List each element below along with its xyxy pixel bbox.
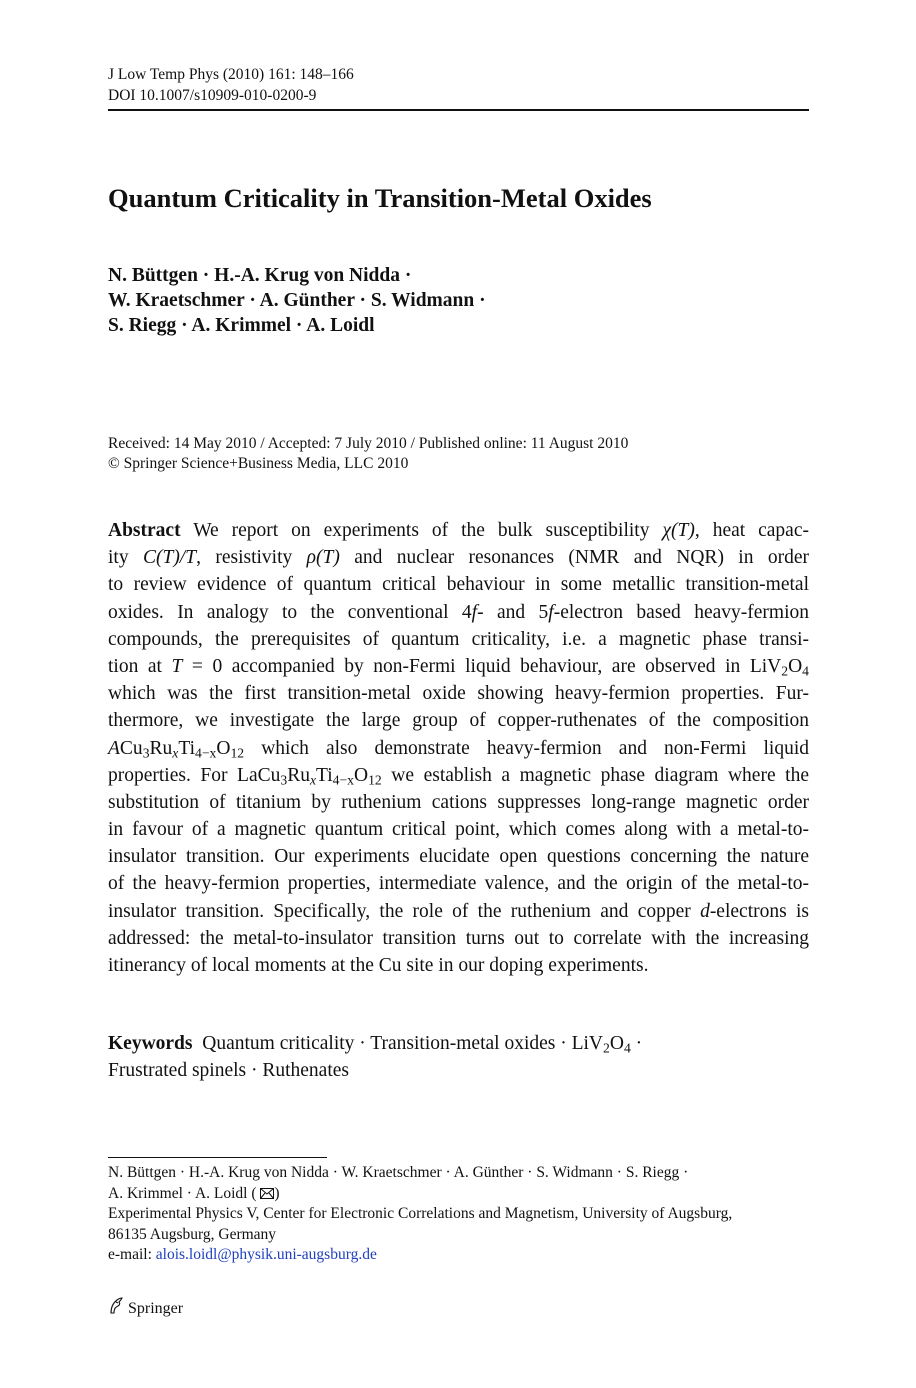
author-line: N. Büttgen · H.-A. Krug von Nidda · <box>108 265 412 286</box>
journal-citation: J Low Temp Phys (2010) 161: 148–166 <box>108 66 354 83</box>
abstract-line: properties. For $LaCu_3Ru_xTi_{4-x}O_{12}$ we establish a magnetic phase diagram where the <box>108 764 809 788</box>
keywords-line: Frustrated spinels · Ruthenates <box>108 1060 349 1081</box>
publication-dates <box>108 434 628 474</box>
abstract-line: itinerancy of local moments at the Cu site in our doping experiments. <box>108 955 649 976</box>
abstract-line: to review evidence of quantum critical behaviour in some metallic transition-metal <box>108 574 809 596</box>
abstract-line: compounds, the prerequisites of quantum criticality, i.e. a magnetic phase transi- <box>108 628 809 650</box>
affiliation: Experimental Physics V, Center for Electronic Correlations and Magnetism, University of Augsburg, <box>108 1205 733 1222</box>
abstract-line: in favour of a magnetic quantum critical point, which comes along with a metal-to- <box>108 819 809 841</box>
footnote-authors: A. Krimmel · A. Loidl ( ) <box>108 1184 280 1202</box>
abstract-line: insulator transition. Specifically, the role of the ruthenium and copper d-electrons is <box>108 900 809 922</box>
author-list <box>108 263 486 338</box>
doi: DOI 10.1007/s10909-010-0200-9 <box>108 87 317 104</box>
publisher-name: Springer <box>128 1299 184 1317</box>
abstract-line: oxides. In analogy to the conventional 4f- and 5f-electron based heavy-fermion <box>108 601 809 623</box>
abstract-line: $ACu_3Ru_xTi_{4-x}O_{12}$ which also demonstrate heavy-fermion and non-Fermi liquid <box>108 737 809 760</box>
journal-header <box>108 64 354 106</box>
copyright-line: © Springer Science+Business Media, LLC 2010 <box>108 455 409 472</box>
footnote <box>108 1163 809 1266</box>
envelope-icon <box>257 1185 275 1202</box>
history-line: Received: 14 May 2010 / Accepted: 7 July 2010 / Published online: 11 August 2010 <box>108 435 629 452</box>
footnote-authors: N. Büttgen · H.-A. Krug von Nidda · W. Kraetschmer · A. Günther · S. Widmann · S. Riegg · <box>108 1164 689 1181</box>
abstract-line: addressed: the metal-to-insulator transition turns out to correlate with the increasing <box>108 927 809 949</box>
abstract-line: Abstract We report on experiments of the bulk susceptibility χ(T), heat capac- <box>108 520 809 541</box>
publisher-logo <box>108 1297 183 1320</box>
abstract-line: which was the first transition-metal oxide showing heavy-fermion properties. Fur- <box>108 683 809 705</box>
springer-horse-icon <box>108 1297 124 1320</box>
email-line: e-mail: alois.loidl@physik.uni-augsburg.de <box>108 1246 377 1263</box>
abstract-label: Abstract <box>108 520 181 541</box>
abstract-line: tion at T = 0 accompanied by non-Fermi liquid behaviour, are observed in $LiV_2O_4$ <box>108 655 809 679</box>
abstract <box>108 517 809 979</box>
abstract-line: thermore, we investigate the large group of copper-ruthenates of the composition <box>108 710 809 732</box>
abstract-line: of the heavy-fermion properties, intermediate valence, and the origin of the metal-to- <box>108 873 809 895</box>
abstract-line: substitution of titanium by ruthenium cations suppresses long-range magnetic order <box>108 791 809 813</box>
affiliation: 86135 Augsburg, Germany <box>108 1225 277 1243</box>
footnote-rule <box>108 1157 327 1158</box>
keywords-label: Keywords <box>108 1033 193 1054</box>
header-rule <box>108 109 809 111</box>
email-link[interactable]: alois.loidl@physik.uni-augsburg.de <box>155 1246 377 1263</box>
author-line: W. Kraetschmer · A. Günther · S. Widmann · <box>108 290 486 311</box>
keywords: Keywords Quantum criticality · Transition-metal oxides · $LiV_2O_4$ · Frustrated spinels · Ruthenates <box>108 1030 642 1084</box>
author-line: S. Riegg · A. Krimmel · A. Loidl <box>108 315 375 336</box>
abstract-line: insulator transition. Our experiments elucidate open questions concerning the nature <box>108 846 809 868</box>
paper-title: Quantum Criticality in Transition-Metal Oxides <box>108 183 652 213</box>
abstract-line: ity C(T)/T, resistivity ρ(T) and nuclear resonances (NMR and NQR) in order <box>108 547 810 569</box>
